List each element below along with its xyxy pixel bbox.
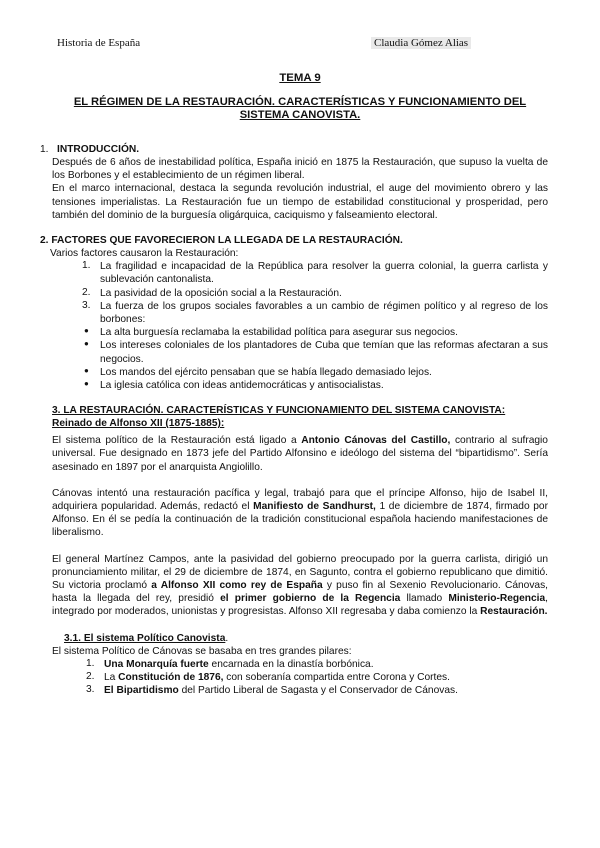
text-run-bold: Constitución de 1876, [118, 672, 224, 684]
text-run-bold: el primer gobierno de la Regencia [220, 593, 401, 605]
list-item [86, 657, 548, 671]
text-run-bold: El Bipartidismo [104, 685, 179, 697]
pilares-list [52, 658, 548, 698]
item-text: La fragilidad e incapacidad de la República para resolver la guerra colonial, la guerra carlista y sublevación cantonalista. [100, 261, 548, 286]
header-author: Claudia Gómez Alias [371, 37, 471, 49]
item-text: La pasividad de la oposición social a la Restauración. [100, 287, 342, 299]
item-text [104, 658, 548, 671]
list-item [82, 299, 548, 326]
section-heading: 2. FACTORES QUE FAVORECIERON LA LLEGADA DE LA RESTAURACIÓN. [40, 235, 403, 247]
item-text: La fuerza de los grupos sociales favorables a un cambio de régimen político y al regreso de los borbones: [100, 300, 548, 326]
text-run: contrario al sufragio universal. Fue designado en 1873 jefe del Partido Alfonsino e ideólogo del sistema del “bipartidismo”. Sería asesinado en 1897 por el anarquista Angiolillo. [52, 435, 548, 473]
text-run-bold: a Alfonso XII como rey de España [151, 580, 323, 592]
text-run: con soberanía compartida entre Corona y Cortes. [223, 672, 450, 684]
item-text: La alta burguesía reclamaba la estabilidad política para asegurar sus negocios. [100, 327, 458, 339]
section-introduccion [40, 143, 548, 222]
subsection-title: 3.1. El sistema Político Canovista [64, 632, 226, 644]
list-item [84, 326, 548, 339]
section-factores [40, 234, 548, 392]
document-body [40, 70, 549, 698]
item-number: 3. [82, 299, 91, 311]
text-run: 1 de diciembre de 1874, firmado por Alfonso. En él se pedía la continuación de la tradición constitucional española haciendo manifestaciones de liberalismo. [52, 501, 548, 539]
text-run: del Partido Liberal de Sagasta y el Conservador de Cánovas. [178, 685, 458, 697]
text-run-bold: Ministerio-Regencia [448, 593, 546, 605]
item-text: Los mandos del ejército pensaban que se había llegado demasiado lejos. [100, 366, 432, 378]
text-run: y puso fin al Sexenio Revolucionario. Cánovas, hasta la llegada del rey, presidió [52, 580, 549, 605]
item-text: Los intereses coloniales de los plantadores de Cuba que temían que las reformas afectaran a sus negocios. [100, 340, 548, 365]
item-text [104, 671, 548, 684]
section-title: INTRODUCCIÓN. [57, 144, 140, 155]
section-heading [40, 143, 548, 156]
text-run: La [104, 672, 119, 684]
text-run-bold: Antonio Cánovas del Castillo, [301, 435, 451, 447]
bullet-icon: ● [84, 365, 89, 375]
item-text: La iglesia católica con ideas antidemocráticas y antisocialistas. [100, 380, 384, 392]
text-run-bold: Manifiesto de Sandhurst, [253, 501, 376, 513]
tema-number: TEMA 9 [279, 72, 321, 84]
item-number: 3. [86, 684, 95, 696]
text-run-bold: Restauración. [480, 606, 548, 618]
reign-heading: Reinado de Alfonso XII (1875-1885): [52, 418, 225, 430]
bullet-icon: ● [84, 339, 89, 349]
section-heading: 3. LA RESTAURACIÓN. CARACTERÍSTICAS Y FUNCIONAMIENTO DEL SISTEMA CANOVISTA: [52, 405, 506, 417]
list-item [86, 684, 548, 697]
item-number: 2. [82, 286, 91, 298]
list-item [84, 379, 548, 392]
list-item [82, 260, 548, 286]
item-number: 1. [82, 260, 91, 272]
item-number: 1. [86, 657, 95, 669]
factores-intro: Varios factores causaron la Restauración: [50, 248, 239, 260]
paragraph-canovas [52, 434, 548, 474]
paragraph-martinez-campos [52, 553, 548, 619]
list-item [84, 365, 548, 379]
text-run: encarnada en la dinastía borbónica. [208, 658, 374, 670]
text-run: Cánovas intentó una restauración pacífica y legal, trabajó para que el príncipe Alfonso, hijo de Isabel II, adquiriera popularidad. Además, redactó el [52, 487, 548, 513]
intro-paragraph-2: En el marco internacional, destaca la segunda revolución industrial, el auge del movimiento obrero y las tensiones imperialistas. La Restauración fue un tiempo de estabilidad constitucional y prosperidad, pero también del dominio de la burguesía oligárquica, caciquismo y falseamiento electoral. [52, 183, 548, 221]
paragraph-sandhurst [52, 487, 548, 540]
text-run: El general Martínez Campos, ante la pasividad del gobierno preocupado por la guerra carlista, dirigió un pronunciamiento militar, el 29 de diciembre de 1874, en Sagunto, contra el gobierno republicano que dimitió. Su victoria proclamó [52, 553, 548, 592]
list-item [84, 339, 548, 365]
text-run: , integrado por moderados, unionistas y progresistas. Alfonso XII regresaba y daba comienzo la [52, 593, 548, 618]
subsection-intro: El sistema Político de Cánovas se basaba en tres grandes pilares: [52, 645, 352, 657]
document-title: EL RÉGIMEN DE LA RESTAURACIÓN. CARACTERÍSTICAS Y FUNCIONAMIENTO DEL SISTEMA CANOVISTA. [73, 96, 527, 121]
text-run-bold: Una Monarquía fuerte [104, 658, 209, 670]
header-subject: Historia de España [57, 37, 141, 49]
bullet-icon: ● [84, 379, 89, 389]
section-restauracion [52, 404, 548, 697]
subsection-dot: . [225, 632, 229, 644]
text-run: El sistema político de la Restauración está ligado a [52, 435, 302, 447]
item-number: 2. [86, 671, 95, 683]
list-item [86, 671, 548, 684]
section-number: 1. [40, 144, 49, 155]
bullet-icon: ● [84, 326, 89, 336]
intro-paragraph-1: Después de 6 años de inestabilidad política, España inició en 1875 la Restauración, que supuso la vuelta de los Borbones y el establecimiento de un régimen liberal. [52, 157, 548, 182]
item-text [104, 684, 548, 697]
subsection-heading [64, 632, 548, 645]
factores-numbered-list [52, 260, 548, 392]
text-run: llamado [400, 593, 449, 605]
list-item [82, 286, 548, 300]
